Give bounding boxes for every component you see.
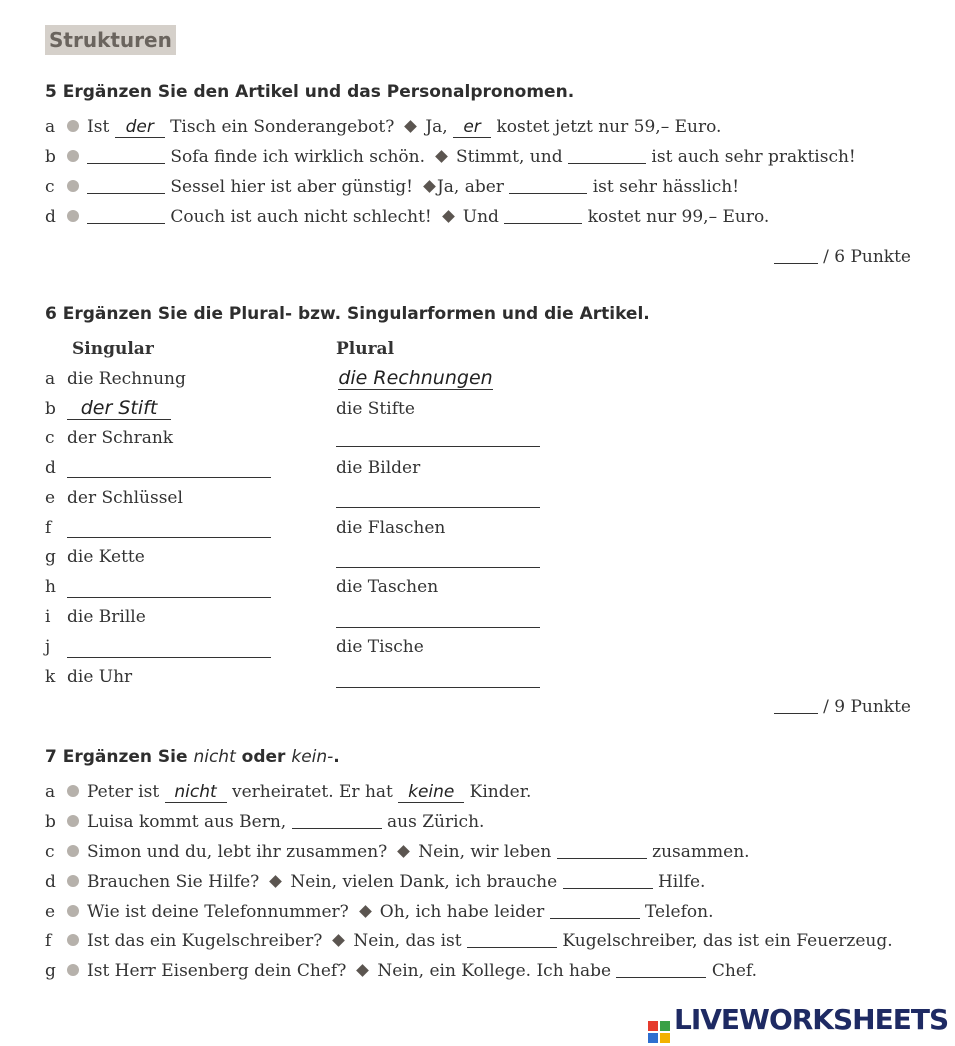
row-letter: d xyxy=(45,207,56,227)
circle-bullet-icon xyxy=(67,180,79,192)
plural-blank[interactable] xyxy=(336,494,540,508)
singular-answer[interactable]: der Stift xyxy=(67,397,171,420)
singular-text: die Uhr xyxy=(67,667,133,687)
exercise-5-heading: 5 Ergänzen Sie den Artikel und das Personalpronomen. xyxy=(45,82,575,102)
diamond-bullet-icon xyxy=(356,964,369,977)
text: Ist das ein Kugelschreiber? xyxy=(87,931,323,951)
row-letter: b xyxy=(45,147,56,167)
row-letter: i xyxy=(45,607,51,627)
diamond-bullet-icon xyxy=(359,905,372,918)
singular-blank[interactable] xyxy=(67,643,271,658)
circle-bullet-icon xyxy=(67,964,79,976)
singular-text: der Schlüssel xyxy=(67,488,183,508)
ex6-row-g xyxy=(45,547,145,567)
text: Brauchen Sie Hilfe? xyxy=(87,872,260,892)
ex7-row-b xyxy=(45,812,484,832)
ex5-row-a xyxy=(45,117,721,138)
circle-bullet-icon xyxy=(67,934,79,946)
text: Kugelschreiber, das ist ein Feuerzeug. xyxy=(562,931,893,951)
answer-blank[interactable] xyxy=(563,874,653,889)
answer-blank[interactable] xyxy=(509,179,587,194)
answer-blank[interactable] xyxy=(87,209,165,224)
answer-blank[interactable] xyxy=(467,933,557,948)
plural-answer[interactable]: die Rechnungen xyxy=(338,367,493,389)
ex6-row-b xyxy=(45,399,67,419)
row-letter: a xyxy=(45,369,56,389)
row-letter: d xyxy=(45,458,56,478)
row-letter: g xyxy=(45,961,56,981)
circle-bullet-icon xyxy=(67,120,79,132)
row-letter: h xyxy=(45,577,56,597)
text: Ja, xyxy=(425,117,448,137)
ex6-row-j xyxy=(45,637,67,657)
ex5-row-b xyxy=(45,147,856,167)
row-letter: a xyxy=(45,117,56,137)
points-label: / 9 Punkte xyxy=(823,697,911,717)
plural-text: die Tische xyxy=(336,637,424,657)
row-letter: c xyxy=(45,842,55,862)
answer-field[interactable]: keine xyxy=(398,782,464,803)
plural-blank[interactable] xyxy=(336,673,540,688)
ex5-row-c xyxy=(45,177,739,197)
ex7-row-d xyxy=(45,872,705,892)
row-letter: g xyxy=(45,547,56,567)
singular-blank[interactable] xyxy=(67,524,271,538)
answer-field[interactable]: nicht xyxy=(165,782,227,803)
ex6-row-k xyxy=(45,667,132,687)
circle-bullet-icon xyxy=(67,905,79,917)
text: Oh, ich habe leider xyxy=(379,902,545,922)
text: aus Zürich. xyxy=(387,812,485,832)
plural-column-header: Plural xyxy=(336,339,395,359)
answer-blank[interactable] xyxy=(504,209,582,224)
circle-bullet-icon xyxy=(67,875,79,887)
row-letter: e xyxy=(45,902,56,922)
singular-text: die Rechnung xyxy=(67,369,186,389)
plural-text: die Stifte xyxy=(336,399,415,419)
singular-blank[interactable] xyxy=(67,583,271,598)
row-letter: c xyxy=(45,177,55,197)
singular-blank[interactable] xyxy=(67,464,271,478)
ex5-points xyxy=(774,247,911,267)
text: Nein, wir leben xyxy=(418,842,552,862)
exercise-6-heading: 6 Ergänzen Sie die Plural- bzw. Singularformen und die Artikel. xyxy=(45,304,650,324)
ex6-points xyxy=(774,697,911,717)
heading-text: . xyxy=(333,747,340,767)
row-letter: a xyxy=(45,782,56,802)
text: Nein, ein Kollege. Ich habe xyxy=(377,961,612,981)
text: ist auch sehr praktisch! xyxy=(651,147,856,167)
text: Telefon. xyxy=(645,902,714,922)
diamond-bullet-icon xyxy=(435,150,448,163)
plural-text: die Bilder xyxy=(336,458,421,478)
text: kostet nur 99,– Euro. xyxy=(587,207,770,227)
text: Und xyxy=(462,207,499,227)
text: Ist Herr Eisenberg dein Chef? xyxy=(87,961,347,981)
text: Ist xyxy=(87,117,110,137)
answer-blank[interactable] xyxy=(616,963,706,978)
row-letter: f xyxy=(45,518,52,538)
row-letter: f xyxy=(45,931,52,951)
row-letter: c xyxy=(45,428,55,448)
exercise-7-heading xyxy=(45,747,340,767)
text: Nein, das ist xyxy=(353,931,462,951)
ex6-row-f xyxy=(45,518,67,538)
row-letter: b xyxy=(45,812,56,832)
diamond-bullet-icon xyxy=(423,180,436,193)
heading-nicht: nicht xyxy=(193,747,236,767)
text: Nein, vielen Dank, ich brauche xyxy=(290,872,558,892)
score-blank[interactable] xyxy=(774,699,818,714)
row-letter: j xyxy=(45,637,51,657)
text: Tisch ein Sonderangebot? xyxy=(170,117,395,137)
logo-grid-icon xyxy=(648,1021,670,1043)
ex5-row-d xyxy=(45,207,769,227)
singular-text: der Schrank xyxy=(67,428,174,448)
text: kostet jetzt nur 59,– Euro. xyxy=(496,117,722,137)
plural-blank[interactable] xyxy=(336,613,540,628)
plural-blank[interactable] xyxy=(336,554,540,568)
row-letter: d xyxy=(45,872,56,892)
text: Chef. xyxy=(711,961,757,981)
diamond-bullet-icon xyxy=(404,120,417,133)
heading-text: oder xyxy=(235,747,292,767)
ex6-row-e xyxy=(45,488,183,508)
ex7-row-c xyxy=(45,842,750,862)
row-letter: e xyxy=(45,488,56,508)
text: zusammen. xyxy=(652,842,750,862)
text: Sofa finde ich wirklich schön. xyxy=(170,147,426,167)
text: Stimmt, und xyxy=(456,147,563,167)
text: Wie ist deine Telefonnummer? xyxy=(87,902,349,922)
plural-text: die Flaschen xyxy=(336,518,446,538)
logo-text: LIVEWORKSHEETS xyxy=(674,1003,949,1036)
ex7-row-f xyxy=(45,931,893,951)
plural-blank[interactable] xyxy=(336,434,540,447)
diamond-bullet-icon xyxy=(332,934,345,947)
section-title: Strukturen xyxy=(45,25,176,55)
text: Kinder. xyxy=(469,782,532,802)
answer-blank[interactable] xyxy=(292,814,382,829)
text: verheiratet. Er hat xyxy=(231,782,393,802)
ex6-row-a xyxy=(45,369,186,389)
singular-column-header: Singular xyxy=(72,339,154,359)
circle-bullet-icon xyxy=(67,150,79,162)
ex6-row-d xyxy=(45,458,67,478)
text: Couch ist auch nicht schlecht! xyxy=(170,207,432,227)
text: ist sehr hässlich! xyxy=(592,177,740,197)
diamond-bullet-icon xyxy=(442,210,455,223)
text: Hilfe. xyxy=(657,872,706,892)
singular-text: die Brille xyxy=(67,607,146,627)
answer-blank[interactable] xyxy=(87,149,165,164)
answer-blank[interactable] xyxy=(550,904,640,919)
ex6-row-c xyxy=(45,428,173,448)
ex7-row-g xyxy=(45,961,757,981)
circle-bullet-icon xyxy=(67,785,79,797)
heading-text: 7 Ergänzen Sie xyxy=(45,747,194,767)
answer-blank[interactable] xyxy=(557,844,647,859)
answer-field[interactable]: der xyxy=(115,117,165,138)
plural-text: die Taschen xyxy=(336,577,439,597)
ex6-row-i xyxy=(45,607,146,627)
circle-bullet-icon xyxy=(67,815,79,827)
text: Luisa kommt aus Bern, xyxy=(87,812,287,832)
text: Ja, aber xyxy=(436,177,504,197)
singular-text: die Kette xyxy=(67,547,145,567)
answer-field[interactable]: er xyxy=(453,117,491,138)
diamond-bullet-icon xyxy=(269,875,282,888)
score-blank[interactable] xyxy=(774,249,818,264)
ex7-row-e xyxy=(45,902,714,922)
ex7-row-a xyxy=(45,782,531,803)
row-letter: k xyxy=(45,667,56,687)
circle-bullet-icon xyxy=(67,210,79,222)
circle-bullet-icon xyxy=(67,845,79,857)
answer-blank[interactable] xyxy=(87,179,165,194)
text: Simon und du, lebt ihr zusammen? xyxy=(87,842,388,862)
ex6-row-h xyxy=(45,577,67,597)
text: Sessel hier ist aber günstig! xyxy=(170,177,413,197)
row-letter: b xyxy=(45,399,56,419)
diamond-bullet-icon xyxy=(397,845,410,858)
answer-blank[interactable] xyxy=(568,149,646,164)
heading-kein: kein- xyxy=(291,747,334,767)
text: Peter ist xyxy=(87,782,160,802)
liveworksheets-logo[interactable] xyxy=(648,1003,948,1043)
points-label: / 6 Punkte xyxy=(823,247,911,267)
